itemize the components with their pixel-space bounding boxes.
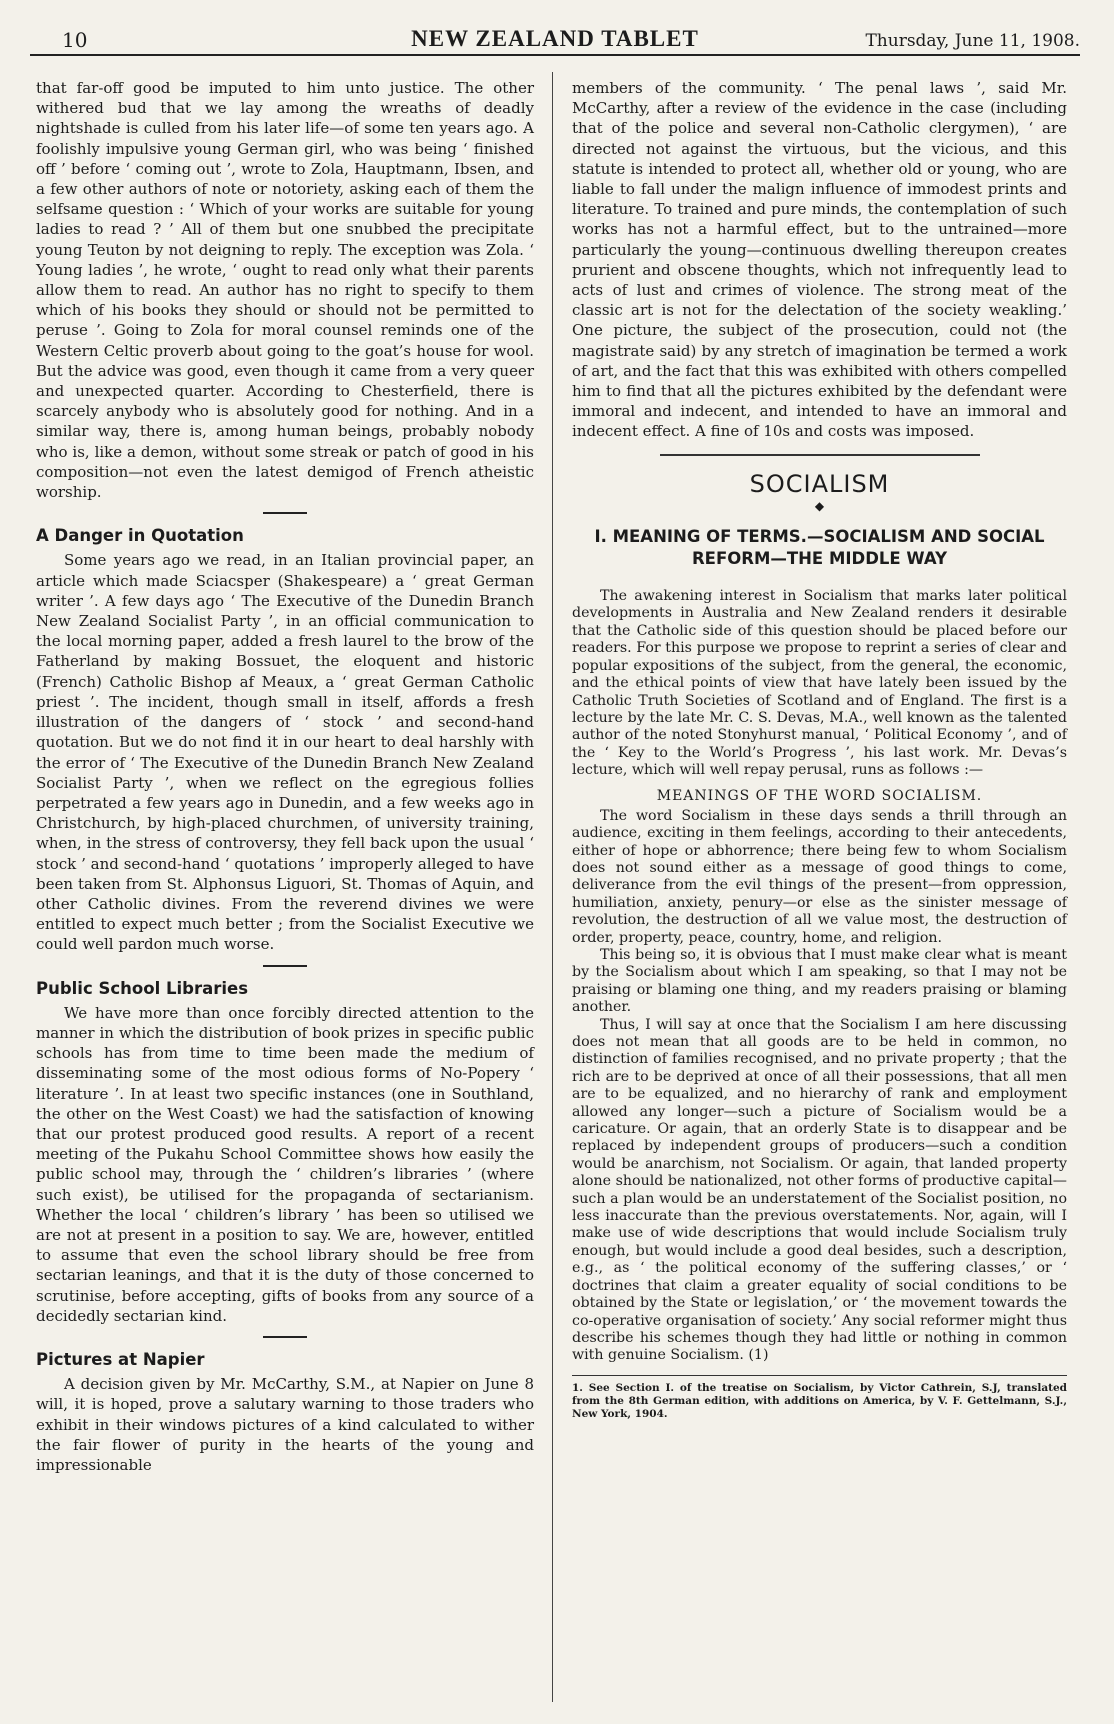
footnote: 1. See Section I. of the treatise on Socialism, by Victor Cathrein, S.J, translated from the 8th German edition, with additions on America, by V. F. Gettelmann, S.J., New York, 1904. [572,1381,1067,1420]
left-column [36,78,534,1475]
publication-title: NEW ZEALAND TABLET [411,26,699,51]
section-title-socialism: SOCIALISM [749,469,890,498]
section-rule [263,1336,307,1338]
paragraph-public-school-libraries: We have more than once forcibly directed attention to the manner in which the distribution of book prizes in specific public schools has from time to time been made the medium of disseminating some of the most odious forms of No-Popery ‘ literature ’. In at least two specific instances (one in Southland, the other on the West Coast) we had the satisfaction of knowing that our protest produced good results. A report of a recent meeting of the Pukahu School Committee shows how easily the public school may, through the ‘ children’s libraries ’ (where such exist), be utilised for the propaganda of sectarianism. Whether the local ‘ children’s library ’ has been so utilised we are not at present in a position to say. We are, however, entitled to assume that even the school library should be free from sectarian leanings, and that it is the duty of those concerned to scrutinise, before accepting, gifts of books from any source of a decidedly sectarian kind. [36,1003,534,1325]
section-separator [660,454,980,456]
heading-danger-in-quotation: A Danger in Quotation [36,526,244,546]
section-rule [263,512,307,514]
intro-paragraph: that far-off good be imputed to him unto justice. The other withered bud that we lay among the wreaths of deadly nightshade is culled from his later life—of some ten years ago. A foolishly impulsive young German girl, who was being ‘ finished off ’ before ‘ coming out ’, wrote to Zola, Hauptmann, Ibsen, and a few other authors of note or notoriety, asking each of them the selfsame question : ‘ Which of your works are suitable for young ladies to read ? ’ All of them but one snubbed the precipitate young Teuton by not deigning to reply. The exception was Zola. ‘ Young ladies ’, he wrote, ‘ ought to read only what their parents allow them to read. An author has no right to specify to them which of his books they should or should not be permitted to peruse ’. Going to Zola for moral counsel reminds one of the Western Celtic proverb about going to the goat’s house for wool. But the advice was good, even though it came from a very queer and unexpected quarter. According to Chesterfield, there is scarcely anybody who is absolutely good for nothing. And in a similar way, there is, among human beings, probably nobody who is, like a demon, without some streak or patch of good in his composition—not even the latest demigod of French atheistic worship. [36,79,534,502]
page-number: 10 [62,28,88,52]
paragraph-awakening: The awakening interest in Socialism that marks later political developments in Australia and New Zealand renders it desirable that the Catholic side of this question should be placed before our readers. For this purpose we propose to reprint a series of clear and popular expositions of the subject, from the general, the economic, and the ethical points of view that have lately been issued by the Catholic Truth Societies of Scotland and of England. The first is a lecture by the late Mr. C. S. Devas, M.A., well known as the talented author of the noted Stonyhurst manual, ‘ Political Economy ’, and of the ‘ Key to the World’s Progress ’, his last work. Mr. Devas’s lecture, which will well repay perusal, runs as follows :— [572,588,1067,779]
column-divider [552,72,553,1702]
heading-public-school-libraries: Public School Libraries [36,978,249,998]
diamond-ornament-icon: ◆ [814,498,825,513]
page-header [30,28,1080,56]
issue-date: Thursday, June 11, 1908. [865,31,1080,51]
paragraph-danger-in-quotation: Some years ago we read, in an Italian provincial paper, an article which made Sciacsper (Shakespeare) a ‘ great German writer ’. A few days ago ‘ The Executive of the Dunedin Branch New Zealand Socialist Party ’, in an official communication to the local morning paper, added a fresh laurel to the brow of the Fatherland by making Bossuet, the eloquent and historic (French) Catholic Bishop af Meaux, a ‘ great German Catholic priest ’. The incident, though small in itself, affords a fresh illustration of the dangers of ‘ stock ’ and second-hand quotation. But we do not find it in our heart to deal harshly with the error of ‘ The Executive of the Dunedin Branch New Zealand Socialist Party ’, when we reflect on the egregious follies perpetrated a few years ago in Dunedin, and a few weeks ago in Christchurch, by high-placed churchmen, of university training, when, in the stress of controversy, they fell back upon the usual ‘ stock ’ and second-hand ‘ quotations ’ improperly alleged to have been taken from St. Alphonsus Liguori, St. Thomas of Aquin, and other Catholic divines. From the reverend divines we were entitled to expect much better ; from the Socialist Executive we could well pardon much worse. [36,551,534,954]
paragraph-pictures-at-napier: A decision given by Mr. McCarthy, S.M., at Napier on June 8 will, it is hoped, prove a salutary warning to those traders who exhibit in their windows pictures of a kind calculated to wither the fair flower of purity in the hearts of the young and impressionable [36,1375,534,1474]
subheading-meanings: MEANINGS OF THE WORD SOCIALISM. [656,787,983,804]
paragraph-the-word: The word Socialism in these days sends a thrill through an audience, exciting in them feelings, according to their antecedents, either of hope or abhorrence; there being few to whom Socialism does not sound either as a message of good things to come, deliverance from the evil things of the present—from oppression, humiliation, anxiety, penury—or else as the sinister message of revolution, the destruction of all we value most, the destruction of order, property, peace, country, home, and religion. [572,807,1067,946]
section-rule [263,965,307,967]
article-subtitle: I. MEANING OF TERMS.—SOCIALISM AND SOCIAL REFORM—THE MIDDLE WAY [594,527,1045,569]
heading-pictures-at-napier: Pictures at Napier [36,1349,205,1369]
paragraph-thus: Thus, I will say at once that the Socialism I am here discussing does not mean that all goods are to be held in common, no distinction of families recognised, and no private property ; that the rich are to be deprived at once of all their possessions, that all men are to be equalized, and no hierarchy of rank and employment allowed any longer—such a picture of Socialism would be a caricature. Or again, that an orderly State is to disappear and be replaced by independent groups of producers—such a condition would be anarchism, not Socialism. Or again, that landed property alone should be nationalized, not other forms of productive capital—such a plan would be an understatement of the Socialist position, no less inaccurate than the previous overstatements. Nor, again, will I make use of wide descriptions that would include Socialism truly enough, but would include a good deal besides, such a description, e.g., as ‘ the political economy of the suffering classes,’ or ‘ doctrines that claim a greater equality of social conditions to be obtained by the State or legislation,’ or ‘ the movement towards the co-operative organisation of society.’ Any social reformer might thus describe his schemes though they had little or nothing in common with genuine Socialism. (1) [572,1016,1067,1364]
paragraph-obvious: This being so, it is obvious that I must make clear what is meant by the Socialism about which I am speaking, so that I may not be praising or blaming one thing, and my readers praising or blaming another. [572,946,1067,1016]
right-column [572,78,1067,1421]
paragraph-napier-continued: members of the community. ‘ The penal laws ’, said Mr. McCarthy, after a review of the evidence in the case (including that of the police and several non-Catholic clergymen), ‘ are directed not against the virtuous, but the vicious, and this statute is intended to protect all, whether old or young, who are liable to fall under the malign influence of immodest prints and literature. To trained and pure minds, the contemplation of such works has not a harmful effect, but to the untrained—more particularly the young—continuous dwelling thereupon creates prurient and obscene thoughts, which not infrequently lead to acts of lust and crimes of violence. The strong meat of the classic art is not for the delectation of the society weakling.’ One picture, the subject of the prosecution, could not (the magistrate said) by any stretch of imagination be termed a work of art, and the fact that this was exhibited with others compelled him to find that all the pictures exhibited by the defendant were immoral and indecent, and intended to have an immoral and indecent effect. A fine of 10s and costs was imposed. [572,79,1067,441]
footnote-rule [572,1375,1067,1376]
